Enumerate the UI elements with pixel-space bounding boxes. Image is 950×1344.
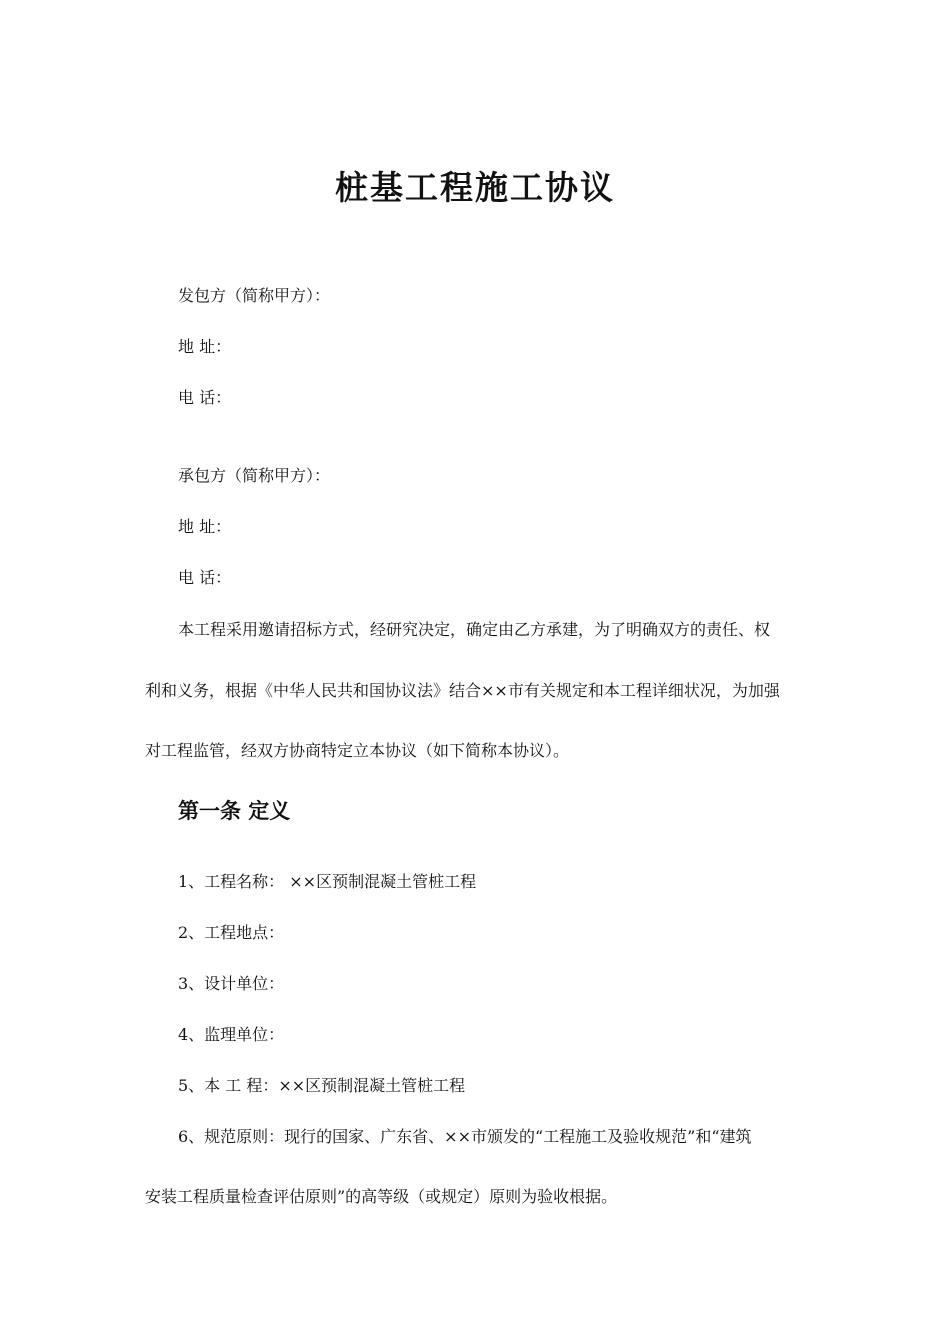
- party-a-address: 地 址：: [178, 337, 232, 356]
- article-1-heading: 第一条 定义: [178, 798, 291, 823]
- article-1-item-1: 1、工程名称： ××区预制混凝土管桩工程: [178, 872, 477, 891]
- party-b-address: 地 址：: [178, 517, 232, 536]
- intro-line-1: 本工程采用邀请招标方式，经研究决定，确定由乙方承建，为了明确双方的责任、权: [178, 620, 771, 639]
- article-1-item-5: 5、本 工 程：××区预制混凝土管桩工程: [178, 1076, 466, 1095]
- intro-line-3: 对工程监管，经双方协商特定立本协议（如下简称本协议）。: [145, 741, 570, 760]
- party-b-phone: 电 话：: [178, 568, 232, 587]
- article-1-item-6: 6、规范原则：现行的国家、广东省、××市颁发的“工程施工及验收规范”和“建筑: [178, 1127, 752, 1146]
- intro-line-2: 利和义务，根据《中华人民共和国协议法》结合××市有关规定和本工程详细状况，为加强: [145, 681, 780, 700]
- article-1-item-3: 3、设计单位：: [178, 974, 285, 993]
- article-1-item-4: 4、监理单位：: [178, 1025, 285, 1044]
- article-1-item-2: 2、工程地点：: [178, 923, 285, 942]
- document-title: 桩基工程施工协议: [335, 168, 615, 207]
- party-a-label: 发包方（简称甲方）：: [178, 286, 331, 305]
- party-a-phone: 电 话：: [178, 388, 232, 407]
- party-b-label: 承包方（简称甲方）：: [178, 466, 331, 485]
- article-1-item-6-continued: 安装工程质量检查评估原则”的高等级（或规定）原则为验收根据。: [145, 1187, 618, 1206]
